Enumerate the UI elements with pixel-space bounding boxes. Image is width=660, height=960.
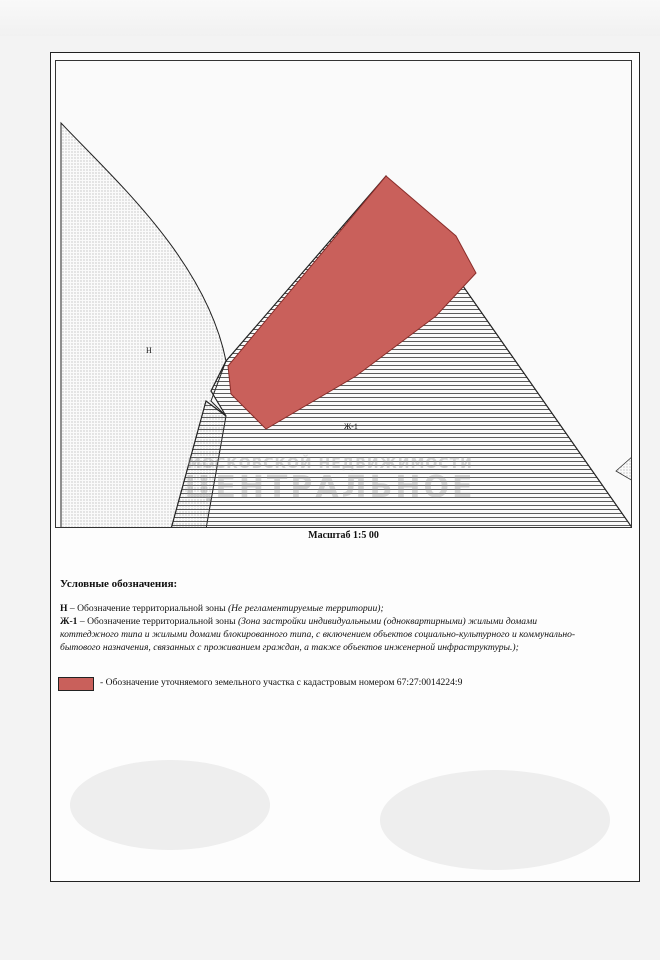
parcel-swatch [58,677,94,691]
background-blur [380,770,610,870]
zone-zh1-label: Ж-1 [344,422,358,431]
edge-wedge [616,456,632,481]
watermark-line2: ЦЕНТРАЛЬНОЕ [184,470,476,505]
watermark-line1: МОСКОВСКОЙ НЕДВИЖИМОСТИ [187,456,473,472]
zone-n-label: Н [146,346,152,355]
legend-entry-n [60,602,580,615]
legend-n-desc: – Обозначение территориальной зоны [67,603,228,614]
scale-label: Масштаб 1:5 00 [308,530,379,541]
background-blur [70,760,270,850]
legend-title: Условные обозначения: [60,578,178,590]
legend-zh-italic: (Зона застройки индивидуальными (одноквартирными) жилыми домами коттеджного типа и жилыми домами блокированного типа, с включением объектов социально-культурного и коммунально-бытового назначения, связанных с проживанием граждан, а также объектов инженерной инфраструктуры.); [60,616,576,653]
parcel-legend-text: - Обозначение уточняемого земельного участка с кадастровым номером 67:27:0014224:9 [100,677,463,688]
legend-zh-abbr: Ж-1 [60,616,78,627]
watermark [170,456,490,504]
top-strip [0,0,660,36]
legend-entry-zh1 [60,615,580,654]
legend-n-italic: (Не регламентируемые территории); [227,603,384,614]
legend-zh-desc: – Обозначение территориальной зоны [77,616,238,627]
legend-n-abbr: Н [60,603,68,614]
